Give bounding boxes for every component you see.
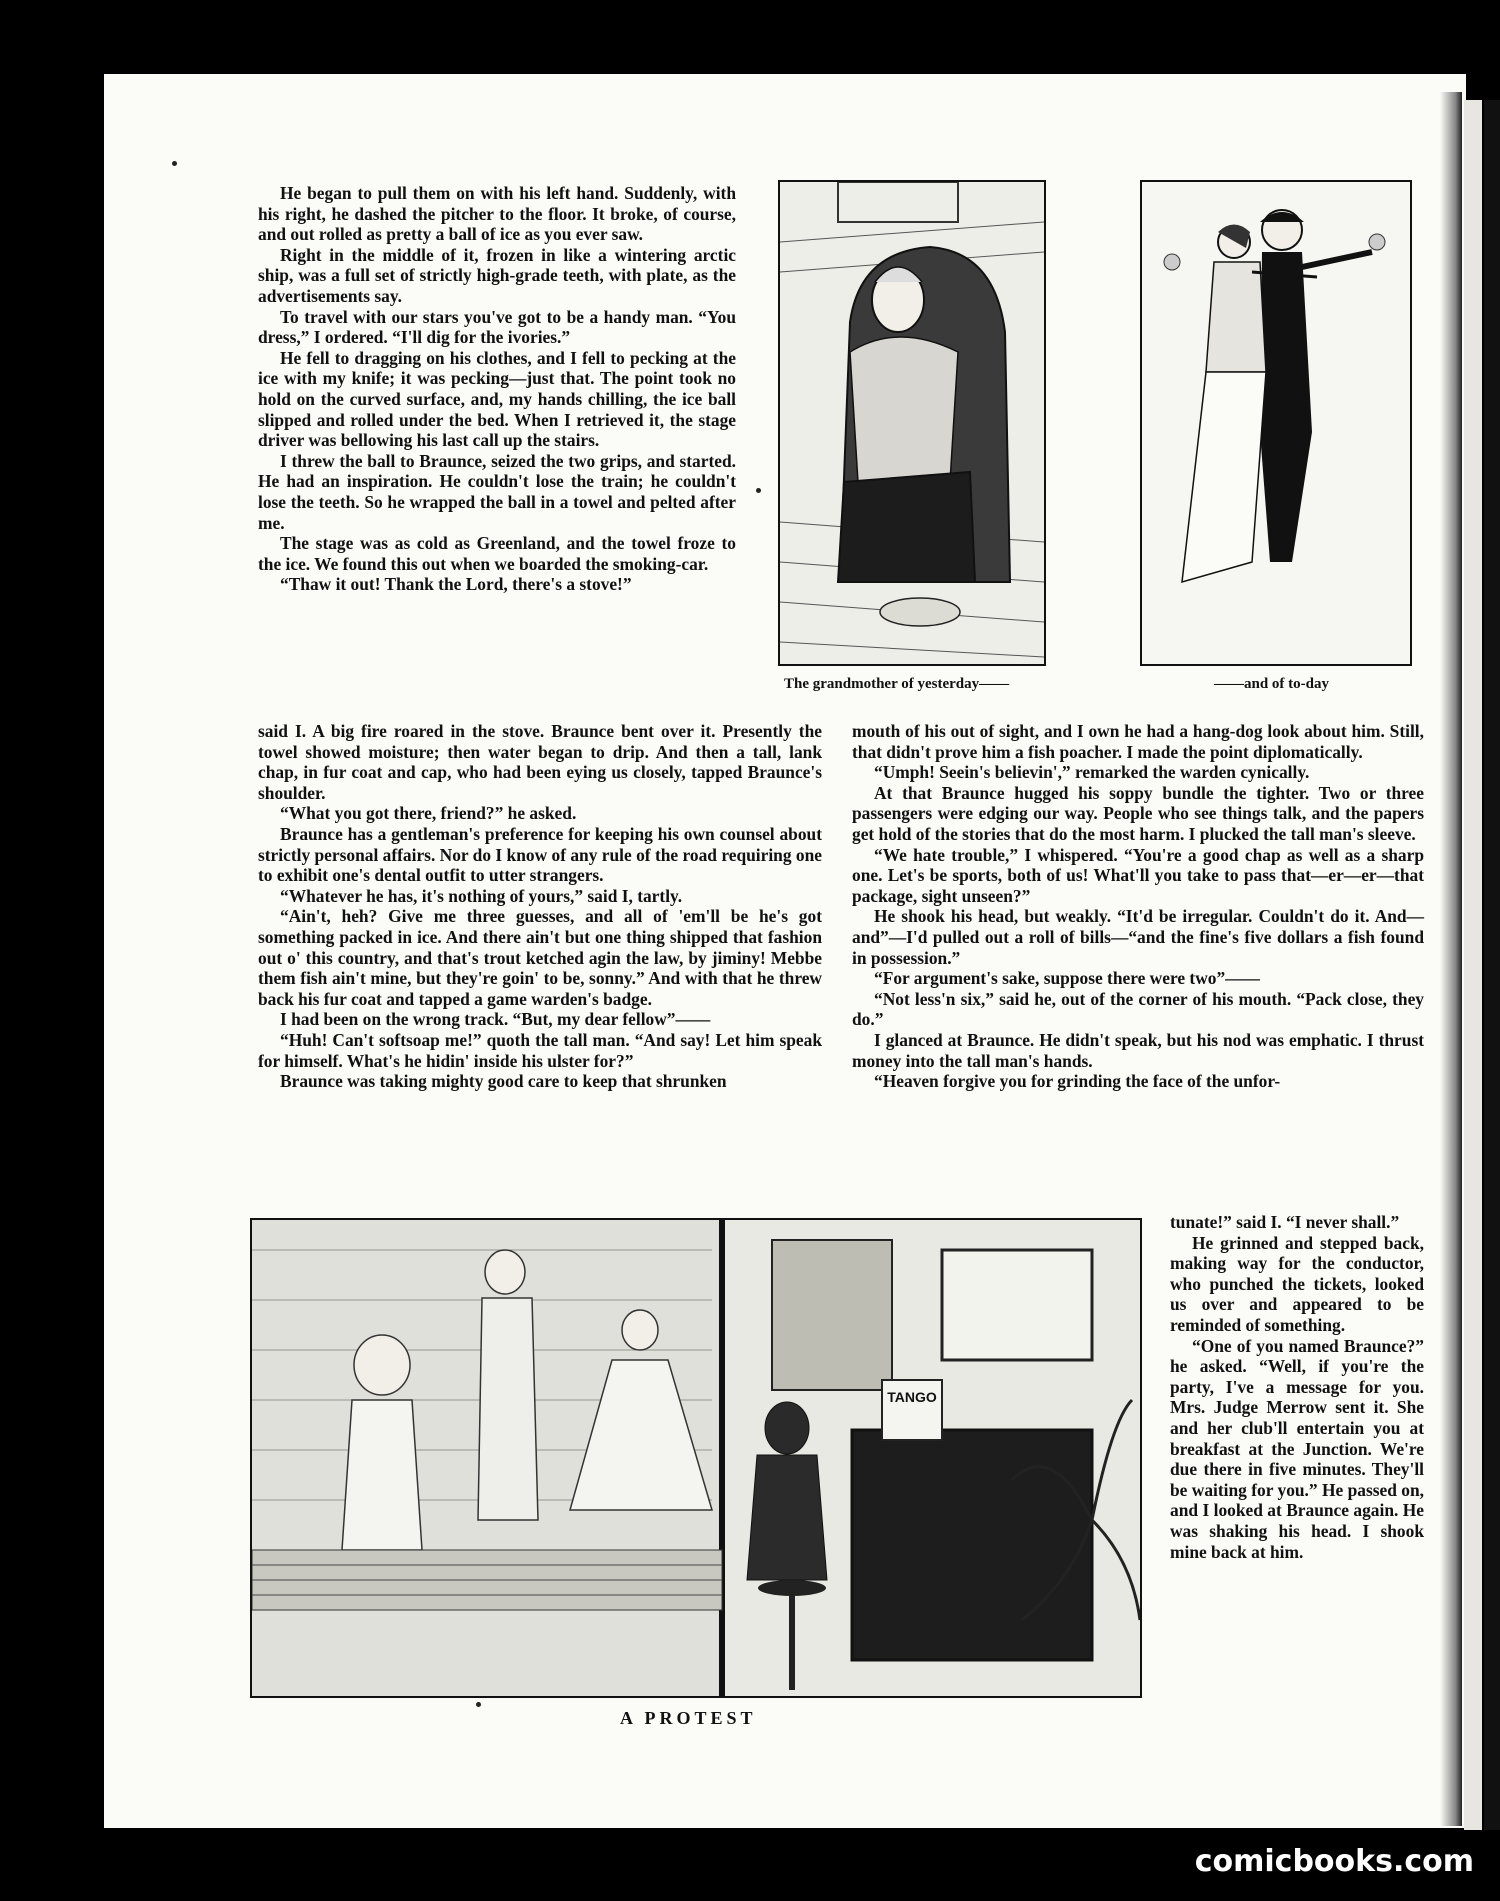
caption-a-protest: A PROTEST xyxy=(620,1708,757,1728)
paragraph: “We hate trouble,” I whispered. “You're a good chap as well as a sharp one. Let's be sports, both of us! What'll you take to pass that—er—er—that package, sight unseen?” xyxy=(852,844,1424,906)
paragraph: “Umph! Seein's believin',” remarked the warden cynically. xyxy=(874,762,1310,783)
site-watermark: comicbooks.com xyxy=(1194,1844,1474,1879)
scan-speck xyxy=(756,488,761,493)
paragraph: “Huh! Can't softsoap me!” quoth the tall man. “And say! Let him speak for himself. What's he hidin' inside his ulster for?” xyxy=(258,1029,822,1071)
text-column-bottom-right xyxy=(1170,1212,1424,1562)
illustration-grandmother xyxy=(778,180,1046,666)
paragraph: The stage was as cold as Greenland, and the towel froze to the ice. We found this out when we boarded the smoking-car. xyxy=(258,533,736,574)
paragraph: “What you got there, friend?” he asked. xyxy=(280,803,577,824)
scan-speck xyxy=(172,161,177,166)
illustration-dancers xyxy=(1140,180,1412,666)
text-column-middle-left xyxy=(258,721,822,1092)
paragraph: I glanced at Braunce. He didn't speak, but his nod was emphatic. I thrust money into the tall man's hands. xyxy=(852,1029,1424,1071)
paragraph: To travel with our stars you've got to be a handy man. “You dress,” I ordered. “I'll dig for the ivories.” xyxy=(258,306,736,348)
paragraph: Braunce was taking mighty good care to keep that shrunken xyxy=(280,1071,727,1092)
paragraph: Braunce has a gentleman's preference for keeping his own counsel about strictly personal affairs. Nor do I know of any rule of the road requiring one to exhibit one's dental outfit to utter strangers. xyxy=(258,823,822,886)
paragraph: “For argument's sake, suppose there were two”—— xyxy=(874,968,1260,989)
text-column-middle-right xyxy=(852,721,1424,1092)
paragraph: mouth of his out of sight, and I own he had a hang-dog look about him. Still, that didn't prove him a fish poacher. I made the point diplomatically. xyxy=(852,721,1424,762)
scan-border xyxy=(1484,100,1500,1830)
illustration-a-protest xyxy=(250,1218,1142,1698)
paragraph: “Heaven forgive you for grinding the face of the unfor- xyxy=(874,1071,1281,1092)
next-page-edge xyxy=(1464,100,1482,1830)
paragraph: tunate!” said I. “I never shall.” xyxy=(1170,1212,1400,1232)
paragraph: Right in the middle of it, frozen in like a wintering arctic ship, was a full set of strictly high-grade teeth, with plate, as the advertisements say. xyxy=(258,244,736,306)
text-column-top-left xyxy=(258,183,736,595)
paragraph: said I. A big fire roared in the stove. Braunce bent over it. Presently the towel showed moisture; then water began to drip. And then a tall, lank chap, in fur coat and cap, who had been eying us closely, tapped Braunce's shoulder. xyxy=(258,721,822,803)
tango-sheet-label: TANGO xyxy=(887,1389,937,1405)
paragraph: At that Braunce hugged his soppy bundle the tighter. Two or three passengers were edging our way. People who see things talk, and the papers get hold of the stories that do the most harm. I plucked the tall man's sleeve. xyxy=(852,782,1424,844)
paragraph: I had been on the wrong track. “But, my dear fellow”—— xyxy=(280,1009,711,1030)
paragraph: I threw the ball to Braunce, seized the two grips, and started. He had an inspiration. He couldn't lose the train; he couldn't lose the teeth. So he wrapped the ball in a towel and pelted after me. xyxy=(258,450,736,533)
scan-speck xyxy=(476,1702,481,1707)
caption-grandmother: The grandmother of yesterday—— xyxy=(784,676,1010,692)
paragraph: He began to pull them on with his left hand. Suddenly, with his right, he dashed the pitcher to the floor. It broke, of course, and out rolled as pretty a ball of ice as you ever saw. xyxy=(258,183,736,245)
page-gutter-shadow xyxy=(1440,92,1462,1826)
paragraph: “Ain't, heh? Give me three guesses, and all of 'em'll be he's got something packed in ice. And there ain't but one thing shipped that fashion out o' this country, and that's trout ketched agin the law, by jiminy! Mebbe them fish ain't mine, but they're goin' to be, sonny.” And with that he threw back his fur coat and tapped a game warden's badge. xyxy=(258,906,822,1009)
paragraph: He grinned and stepped back, making way for the conductor, who punched the tickets, looked us over and appeared to be reminded of something. xyxy=(1170,1232,1424,1335)
paragraph: He fell to dragging on his clothes, and I fell to pecking at the ice with my knife; it was pecking—just that. The point took no hold on the curved surface, and, my hands chilling, the ice ball slipped and rolled under the bed. When I retrieved it, the stage driver was bellowing his last call up the stairs. xyxy=(258,347,736,451)
paragraph: He shook his head, but weakly. “It'd be irregular. Couldn't do it. And—and”—I'd pulled out a roll of bills—“and the fine's five dollars a fish found in possession.” xyxy=(852,906,1424,968)
caption-today: ——and of to-day xyxy=(1214,676,1330,692)
paragraph: “Whatever he has, it's nothing of yours,” said I, tartly. xyxy=(280,885,683,906)
paragraph: “One of you named Braunce?” he asked. “Well, if you're the party, I've a message for you. Mrs. Judge Merrow sent it. She and her club'll entertain you at breakfast at the Junction. We're due there in five minutes. They'll be waiting for you.” He passed on, and I looked at Braunce again. He was shaking his head. I shook mine back at him. xyxy=(1170,1335,1424,1562)
paragraph: “Not less'n six,” said he, out of the corner of his mouth. “Pack close, they do.” xyxy=(852,988,1424,1030)
paragraph: “Thaw it out! Thank the Lord, there's a stove!” xyxy=(280,574,632,595)
